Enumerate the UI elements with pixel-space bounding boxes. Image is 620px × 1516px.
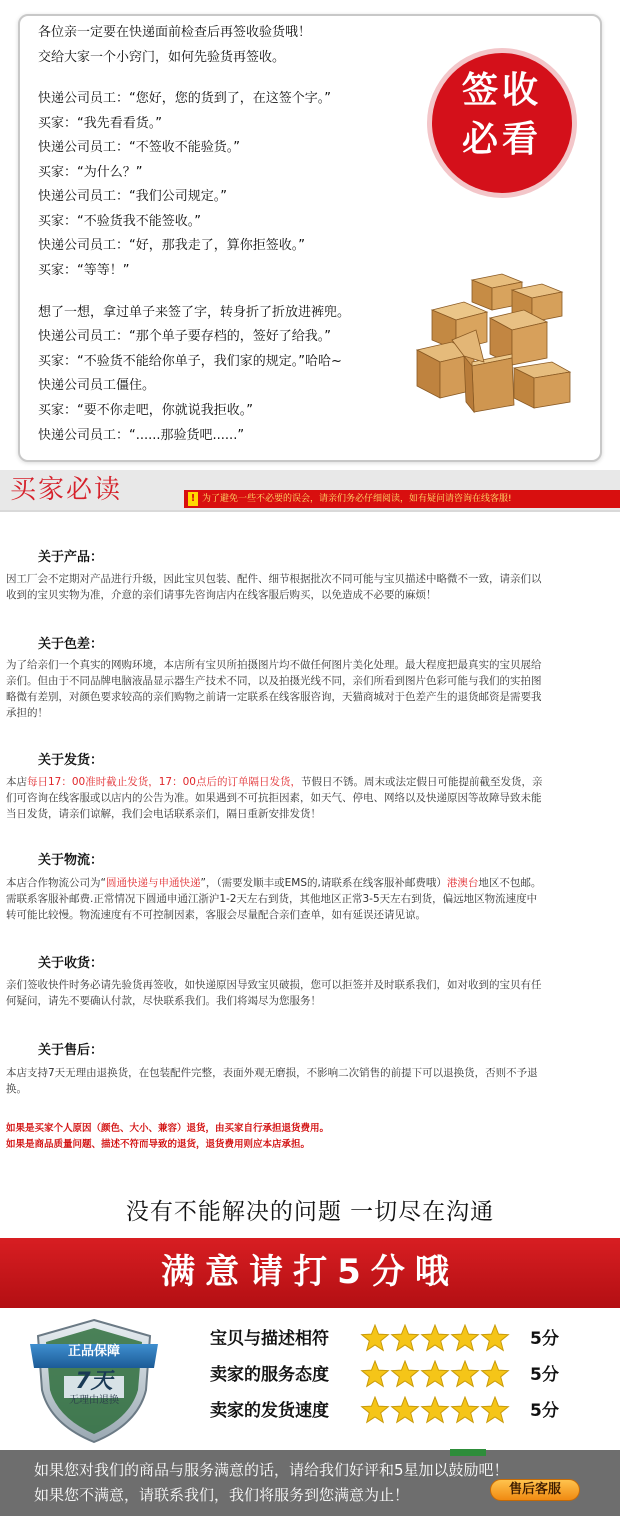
satisfaction-banner (0, 1238, 620, 1308)
policy-text: ”，（需要发顺丰或EMS的,请联系在线客服补邮费哦） (200, 877, 447, 889)
policy-line (6, 775, 542, 790)
star-icon[interactable] (482, 1325, 509, 1350)
rating-label: 卖家的发货速度 (210, 1401, 329, 1421)
notice-line: 快递公司员工：“您好，您的货到了，在这签个字。” (38, 91, 331, 106)
badge-text-bottom: 必看 (461, 119, 542, 160)
notice-strip-text: 为了避免一些不必要的误会，请亲们务必仔细阅读，如有疑问请咨询在线客服! (202, 494, 512, 504)
star-icon[interactable] (422, 1397, 449, 1422)
policy-text: 节假日不锈。周末或法定假日可能提前截至发货，亲 (300, 776, 543, 788)
notice-line: 买家：“要不你走吧，你就说我拒收。” (38, 403, 253, 418)
aftersales-service-button[interactable]: 售后客服 (490, 1479, 580, 1501)
satisfaction-text: 满意请打5分哦 (161, 1252, 459, 1292)
policy-title: 关于色差： (38, 637, 104, 652)
star-icon[interactable] (452, 1325, 479, 1350)
notice-line: 买家：“等等！” (38, 263, 130, 278)
badge-text-top: 签收 (461, 70, 542, 111)
online-indicator (450, 1449, 486, 1456)
warning-icon: ! (188, 492, 198, 506)
policy-title: 关于产品： (38, 550, 104, 565)
star-icon[interactable] (422, 1325, 449, 1350)
notice-line: 快递公司员工：“......那验货吧......” (38, 428, 245, 443)
policy-line: 为了给亲们一个真实的网购环境，本店所有宝贝所拍摄图片均不做任何图片美化处理。最大程度把最真实的宝贝展给 (6, 659, 542, 671)
policy-line: 当日发货，请亲们谅解，我们会电话联系亲们，隔日重新安排发货！ (6, 808, 321, 820)
footer-line: 如果您不满意，请联系我们，我们将服务到您满意为止！ (34, 1486, 410, 1504)
rating-score: 5分 (530, 1401, 559, 1421)
policy-highlight: 港澳台 (446, 877, 479, 889)
star-rating[interactable] (360, 1324, 510, 1354)
notice-line: 买家：“我先看看货。” (38, 116, 162, 131)
return-warning: 如果是买家个人原因（颜色、大小、兼容）退货，由买家自行承担退货费用。 (6, 1123, 330, 1134)
rating-row-delivery (210, 1396, 590, 1426)
star-icon[interactable] (362, 1325, 389, 1350)
policy-line: 需联系客服补邮费.正常情况下圆通申通江浙沪1-2天左右到货，其他地区正常3-5天左右到货，偏远地区物流速度中 (6, 893, 538, 905)
policy-line: 亲们。但由于不同品牌电脑液晶显示器生产技术不同，以及拍摄光线不同，亲们所看到图片色彩可能与我们的实拍图 (6, 675, 542, 687)
slogan: 没有不能解决的问题 一切尽在沟通 (125, 1199, 495, 1225)
notice-line: 快递公司员工：“那个单子要存档的，签好了给我。” (38, 329, 331, 344)
return-warning: 如果是商品质量问题、描述不符而导致的退货，退货费用则应本店承担。 (6, 1139, 311, 1150)
policy-line: 承担的！ (6, 707, 48, 719)
notice-line: 快递公司员工僵住。 (38, 378, 156, 393)
notice-line: 交给大家一个小窍门，如何先验货再签收。 (38, 50, 286, 65)
policy-text: 地区不包邮。 (478, 877, 542, 889)
star-icon[interactable] (452, 1397, 479, 1422)
star-rating[interactable] (360, 1396, 510, 1426)
notice-line: 买家：“为什么？” (38, 165, 143, 180)
star-icon[interactable] (422, 1361, 449, 1386)
must-see-badge (432, 53, 572, 193)
star-icon[interactable] (392, 1325, 419, 1350)
policy-line: 因工厂会不定期对产品进行升级，因此宝贝包装、配件、细节根据批次不同可能与宝贝描述中略微不一致，请亲们以 (6, 573, 542, 585)
policy-line: 本店支持7天无理由退换货，在包装配件完整，表面外观无磨损，不影响二次销售的前提下可以退换货，否则不予退 (6, 1067, 538, 1079)
policy-line (6, 876, 541, 891)
notice-line: 买家：“不验货我不能签收。” (38, 214, 201, 229)
policy-title: 关于物流： (38, 853, 104, 868)
policy-line: 转可能比较慢。物流速度有不可控制因素，客服会尽量配合亲们查单，如有延误还请见谅。 (6, 909, 426, 921)
star-icon[interactable] (362, 1397, 389, 1422)
notice-line: 快递公司员工：“好，那我走了，算你拒签收。” (38, 238, 305, 253)
rating-score: 5分 (530, 1365, 559, 1385)
rating-label: 宝贝与描述相符 (210, 1329, 329, 1349)
star-icon[interactable] (362, 1361, 389, 1386)
notice-line: 各位亲一定要在快递面前检查后再签收验货哦！ (38, 25, 312, 40)
rating-row-description (210, 1324, 590, 1354)
policy-line: 亲们签收快件时务必请先验货再签收，如快递原因导致宝贝破损，您可以拒签并及时联系我们，如对收到的宝贝有任 (6, 979, 542, 991)
rating-row-service (210, 1360, 590, 1390)
star-icon[interactable] (452, 1361, 479, 1386)
policy-text: 本店 (6, 776, 27, 788)
policy-line: 略微有差别，对颜色要求较高的亲们购物之前请一定联系在线客服咨询，天猫商城对于色差产生的退货邮资是需要我 (6, 691, 542, 703)
policy-line: 收到的宝贝实物为准，介意的亲们请事先咨询店内在线客服后购买，以免造成不必要的麻烦！ (6, 589, 437, 601)
footer-line: 如果您对我们的商品与服务满意的话，请给我们好评和5星加以鼓励吧！ (34, 1461, 509, 1479)
policy-title: 关于发货： (38, 753, 104, 768)
notice-strip (184, 490, 620, 508)
notice-line: 快递公司员工：“不签收不能验货。” (38, 140, 240, 155)
policy-title: 关于售后： (38, 1043, 104, 1058)
shield-caption: 无理由退换 (69, 1395, 119, 1406)
shield-label: 正品保障 (67, 1344, 120, 1359)
notice-line: 快递公司员工：“我们公司规定。” (38, 189, 227, 204)
star-icon[interactable] (392, 1361, 419, 1386)
policy-highlight: 圆通快递与申通快递 (105, 877, 201, 889)
policy-line: 换。 (6, 1083, 27, 1095)
policy-line: 何疑问，请先不要确认付款，尽快联系我们。我们将竭尽为您服务！ (6, 995, 321, 1007)
cardboard-boxes-image (412, 270, 572, 415)
star-rating[interactable] (360, 1360, 510, 1390)
star-icon[interactable] (482, 1361, 509, 1386)
rating-label: 卖家的服务态度 (210, 1365, 329, 1385)
notice-line: 想了一想，拿过单子来签了字，转身折了折放进裤兜。 (38, 305, 351, 320)
shield-days: 7天 (75, 1369, 113, 1394)
must-read-title: 买家必读 (10, 475, 123, 505)
rating-score: 5分 (530, 1329, 559, 1349)
policy-title: 关于收货： (38, 956, 104, 971)
notice-line: 买家：“不验货不能给你单子，我们家的规定。”哈哈~ (38, 354, 342, 369)
policy-line: 们可咨询在线客服或以店内的公告为准。如果遇到不可抗拒因素，如天气、停电、网络以及快递原因等故障导致未能 (6, 792, 542, 804)
star-icon[interactable] (482, 1397, 509, 1422)
policy-text: 本店合作物流公司为“ (6, 877, 106, 889)
star-icon[interactable] (392, 1397, 419, 1422)
policy-highlight: 每日17：00准时截止发货，17：00点后的订单隔日发货， (27, 776, 301, 788)
